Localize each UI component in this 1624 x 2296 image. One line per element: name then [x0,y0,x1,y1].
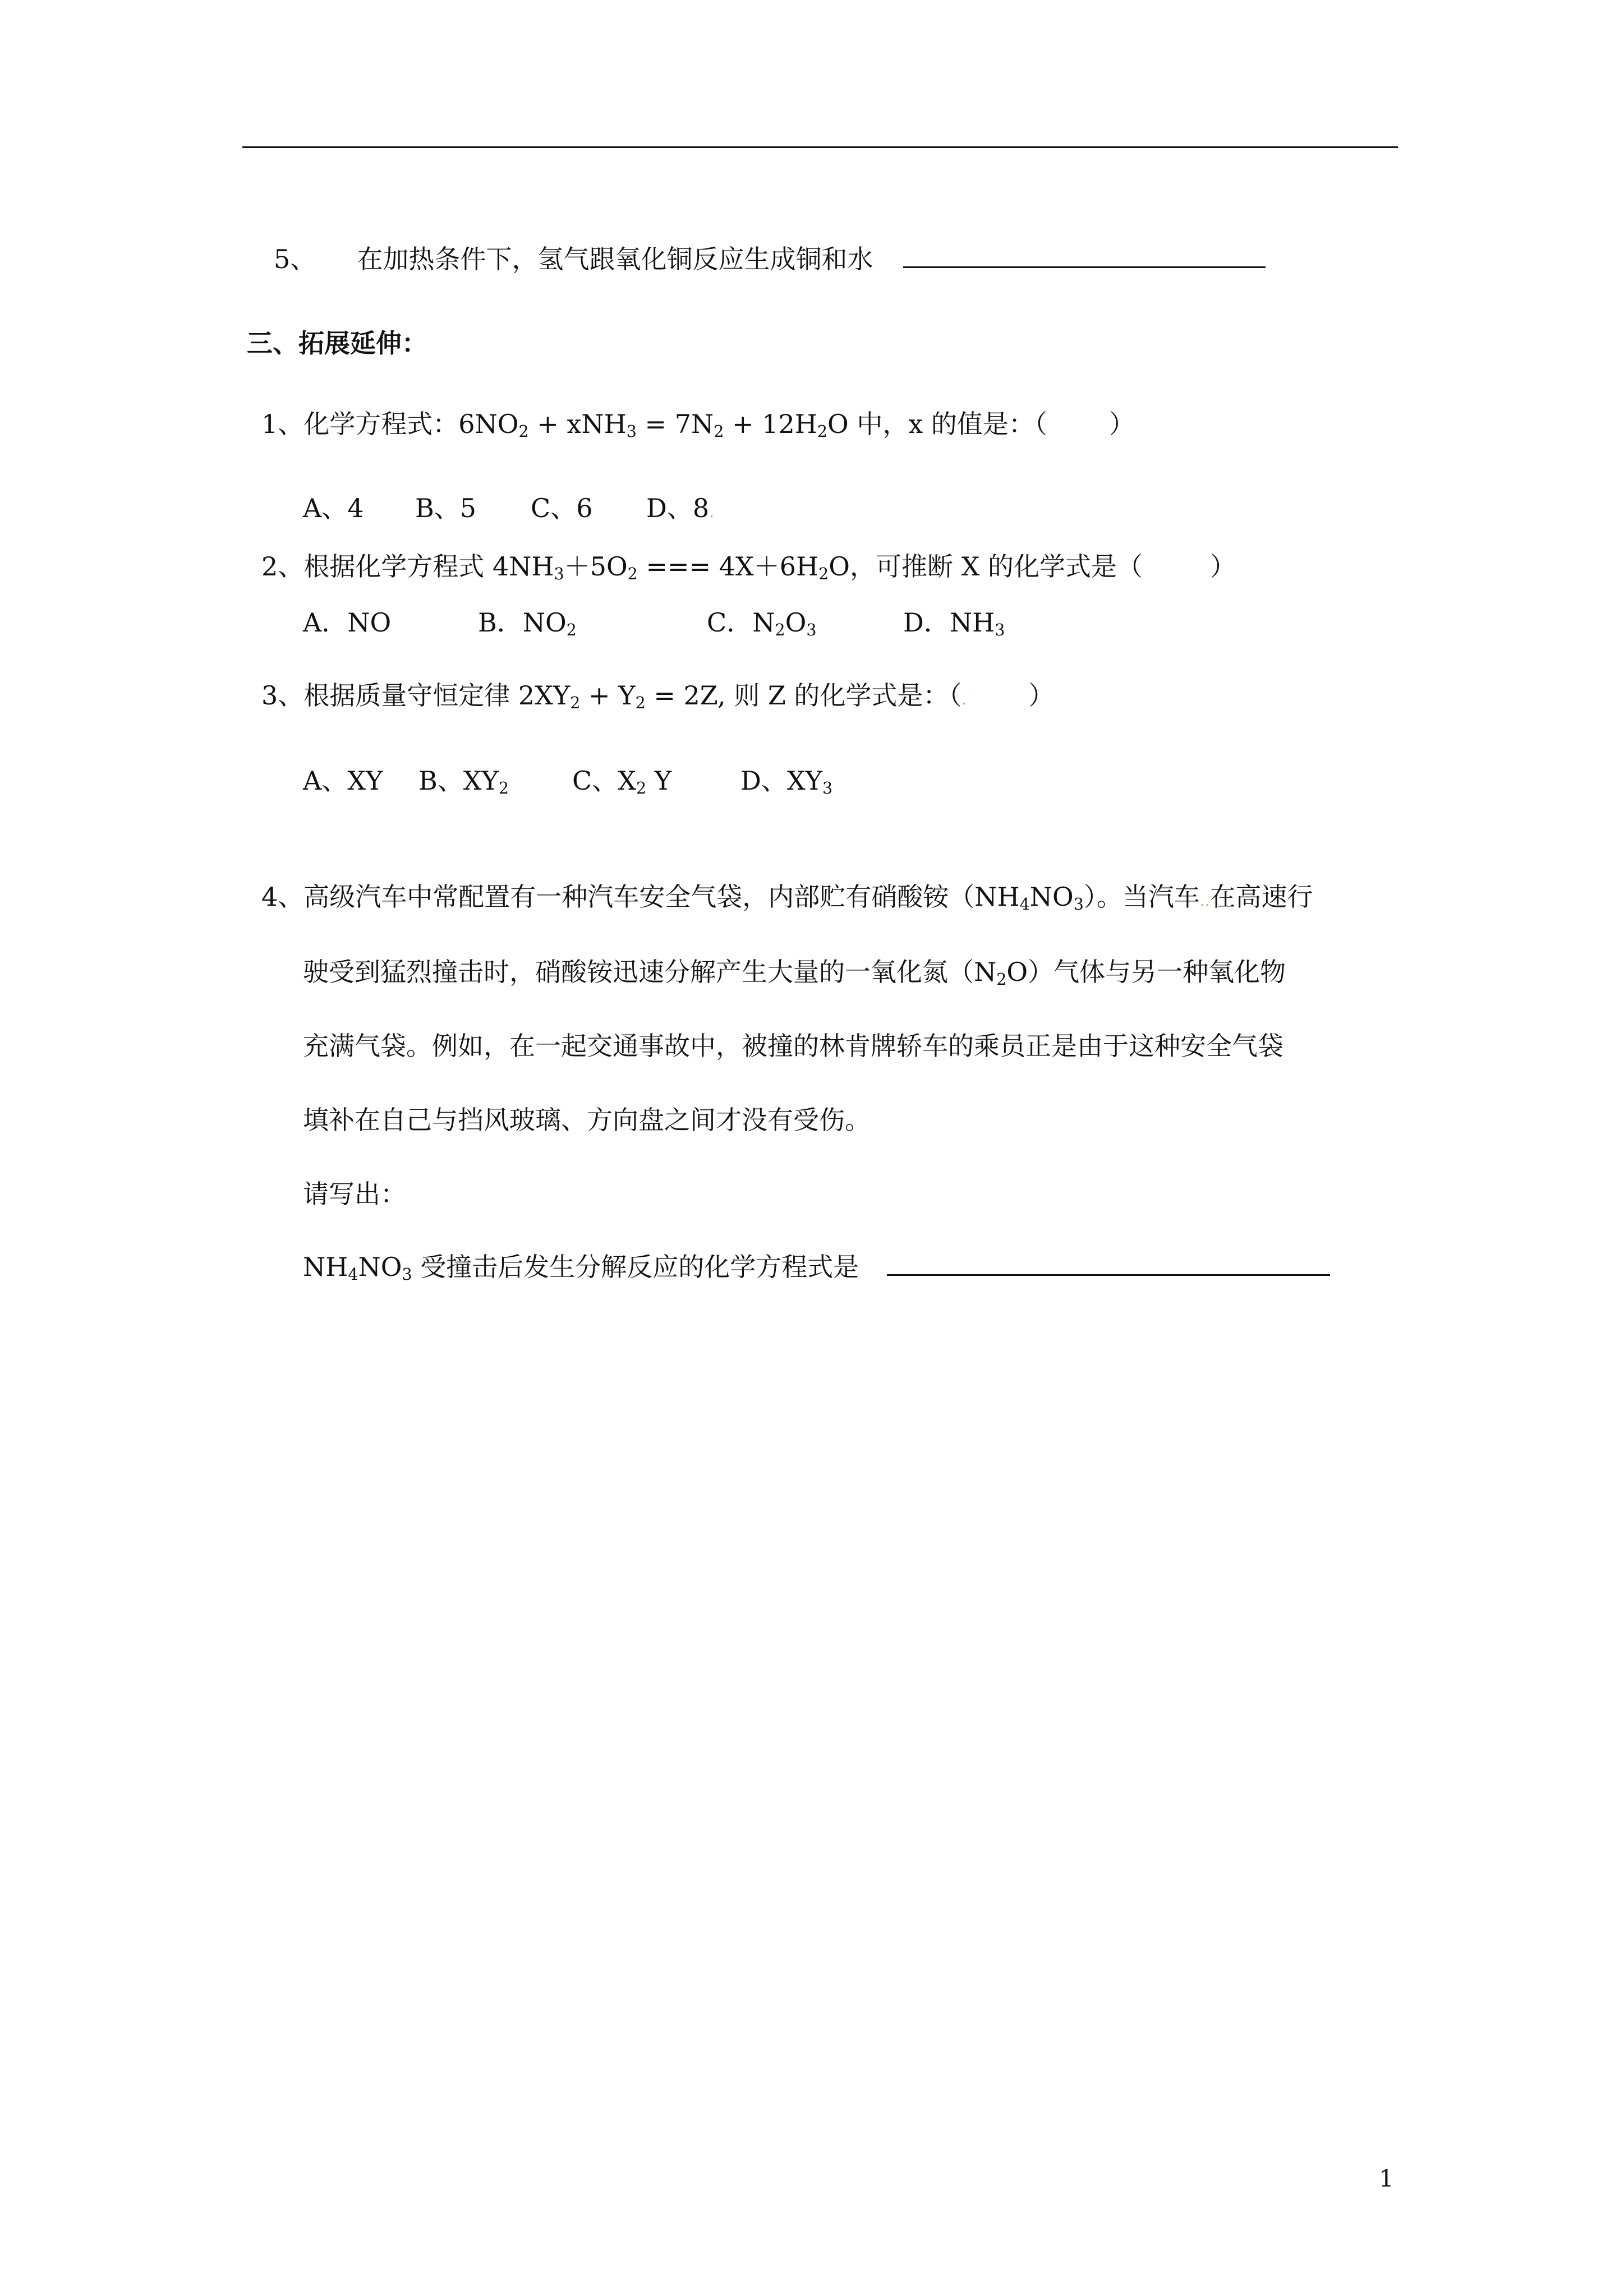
p3-stem-part: + Y [580,680,636,711]
p4-text: NO [1029,882,1074,912]
p2-option-d-label: D．NH [903,607,995,638]
p3-stem-part: = 2Z, 则 Z 的化学式是：（ [645,680,962,711]
p2-option-b-label: B．NO [478,607,567,638]
problem-2-stem [261,546,1236,583]
p4-text: 4、高级汽车中常配置有一种汽车安全气袋，内部贮有硝酸铵（NH [261,882,1020,912]
p2-subscript: 2 [818,565,829,584]
p3-paren-close: ） [1028,680,1055,711]
p3-subscript: 2 [498,779,509,798]
p1-option-d-label: D、8 [646,493,710,523]
p4-text: NO [358,1252,402,1282]
p2-subscript: 2 [775,621,785,640]
p2-subscript: 3 [806,621,817,640]
p2-subscript: 3 [554,565,564,584]
p2-option-c-label: O [785,607,807,638]
p2-stem-part: ＋5O [564,551,628,582]
p1-option-c[interactable]: C、6 [531,493,593,523]
p1-stem-part: O 中，x 的值是：（ [827,409,1047,439]
p3-option-a-label: A、XY [303,766,383,796]
p2-option-b[interactable] [478,602,707,639]
p4-subscript: 3 [402,1265,412,1284]
p3-option-b[interactable] [418,760,572,797]
p1-paren-close: ） [1108,409,1135,439]
problem-4-line-1 [261,884,1313,914]
page-number: 1 [1379,2165,1394,2192]
p1-option-d[interactable] [646,488,714,525]
p4-text: 受撞击后发生分解反应的化学方程式是 [412,1252,859,1282]
p1-option-b[interactable]: B、5 [415,493,477,523]
p3-option-d-label: D、XY [740,766,822,796]
problem-3-options [303,760,832,797]
p2-option-c[interactable] [707,602,903,639]
p1-stem-part: 1、化学方程式：6NO [261,409,519,439]
p2-stem-part: === 4X＋6H [637,551,819,582]
p4-text: 在高速行 [1209,882,1313,912]
p2-subscript: 3 [995,621,1005,640]
highlight-mark: . [961,690,967,708]
p2-option-a[interactable] [303,602,478,639]
p2-option-a-label: A．NO [303,607,392,638]
p4-text: 驶受到猛烈撞击时，硝酸铵迅速分解产生大量的一氧化氮（N [303,957,997,987]
p3-subscript: 2 [570,694,581,713]
p4-text: O）气体与另一种氧化物 [1006,957,1286,987]
question-5 [274,239,1266,276]
p4-text: ）。当汽车 [1083,882,1200,912]
p4-subscript: 4 [1019,895,1030,914]
p1-option-a[interactable]: A、4 [303,493,364,523]
problem-1-stem [261,404,1135,441]
problem-3-stem [261,675,1054,712]
p1-stem-part: + 12H [724,409,817,439]
problem-4-line-6 [303,1252,1330,1284]
section-title: 三、拓展延伸： [247,328,427,358]
p3-option-b-label: B、XY [418,766,499,796]
p3-stem-part: 3、根据质量守恒定律 2XY [261,680,571,711]
p4-subscript: 2 [996,970,1007,989]
p3-option-a[interactable] [303,760,418,797]
p3-option-c[interactable] [572,760,740,797]
p2-option-c-label: C．N [707,607,775,638]
highlight-mark: . [709,502,714,521]
p4-subscript: 3 [1073,895,1084,914]
p2-subscript: 2 [566,621,577,640]
problem-4-line-2 [303,957,1286,989]
p3-subscript: 2 [636,779,647,798]
answer-blank-q5[interactable] [903,263,1266,268]
answer-blank-q4[interactable] [887,1271,1330,1276]
p2-subscript: 2 [627,565,638,584]
p3-option-d[interactable] [740,760,832,797]
p2-stem-part: O，可推断 X 的化学式是（ [829,551,1143,582]
p2-paren-close: ） [1209,551,1236,582]
p4-subscript: 4 [348,1265,358,1284]
p3-option-c-label: C、X [572,766,636,796]
p1-subscript: 3 [626,422,637,441]
problem-4-line-5: 请写出： [303,1179,406,1209]
p1-stem-part: = 7N [636,409,714,439]
p3-option-c-label: Y [646,766,672,796]
p1-subscript: 2 [817,422,827,441]
problem-1-options [303,488,714,525]
problem-4-line-4: 填补在自己与挡风玻璃、方向盘之间才没有受伤。 [303,1105,871,1135]
p1-subscript: 2 [714,422,724,441]
p2-stem-part: 2、根据化学方程式 4NH [261,551,554,582]
header-rule [242,146,1398,148]
question-5-text: 在加热条件下，氢气跟氧化铜反应生成铜和水 [357,244,873,274]
p2-option-d[interactable] [903,602,1005,639]
p1-stem-part: + xNH [528,409,627,439]
problem-4-line-3: 充满气袋。例如，在一起交通事故中，被撞的林肯牌轿车的乘员正是由于这种安全气袋 [303,1031,1283,1061]
p3-subscript: 2 [635,694,646,713]
highlight-mark: .. [1199,891,1210,910]
p3-subscript: 3 [822,779,833,798]
question-5-number: 5、 [274,244,316,274]
p1-subscript: 2 [518,422,529,441]
p4-text: NH [303,1252,348,1282]
problem-2-options [303,602,1005,639]
